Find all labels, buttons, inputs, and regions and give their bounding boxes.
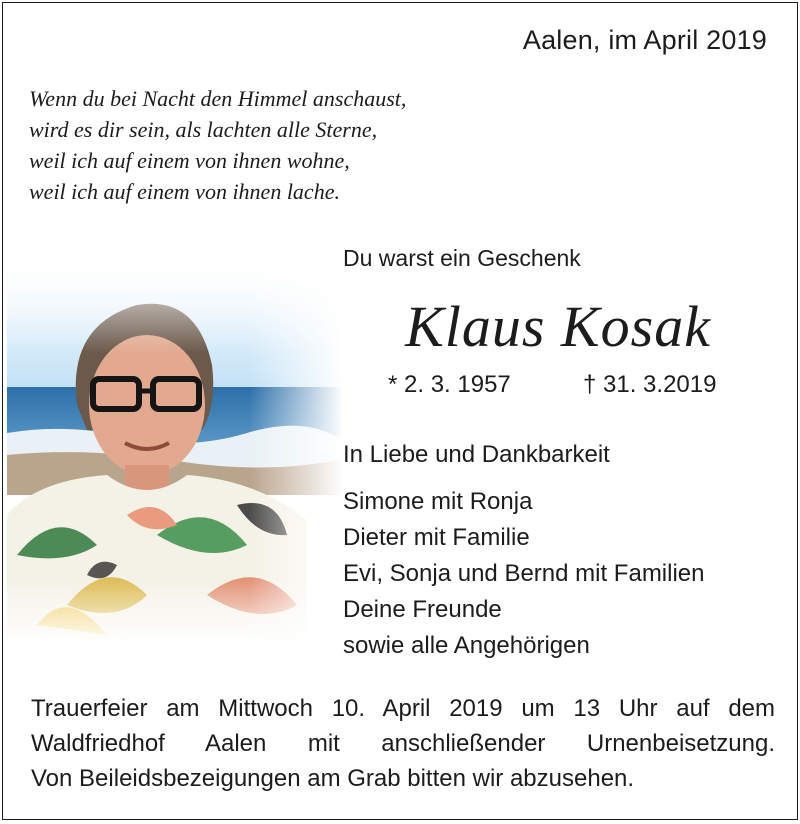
poem-line: weil ich auf einem von ihnen lache. [29,179,340,204]
poem-line: Wenn du bei Nacht den Himmel anschaust, [29,86,407,111]
poem-line: weil ich auf einem von ihnen wohne, [29,148,350,173]
place-date: Aalen, im April 2019 [522,25,767,55]
mourner-entry: sowie alle Angehörigen [343,632,590,659]
poem-line: wird es dir sein, als lachten alle Sterne, [29,117,378,142]
death-date: † 31. 3.2019 [583,371,717,398]
mourners-list [343,484,705,664]
portrait-photo [7,255,343,647]
deceased-name: Klaus Kosak [405,294,711,359]
mourners-heading: In Liebe und Dankbarkeit [343,441,610,468]
poem [29,83,406,207]
service-line: Von Beileidsbezeigungen am Grab bitten wir abzusehen. [31,765,635,792]
mourner-entry: Simone mit Ronja [343,488,533,515]
portrait-illustration [7,255,343,647]
service-line: Waldfriedhof Aalen mit anschließender Urnenbeisetzung. [31,730,775,757]
service-line: Trauerfeier am Mittwoch 10. April 2019 um 13 Uhr auf dem [31,695,775,722]
obituary-notice [2,2,798,820]
mourner-entry: Deine Freunde [343,596,502,623]
mourner-entry: Evi, Sonja und Bernd mit Familien [343,560,705,587]
intro-line: Du warst ein Geschenk [343,245,581,271]
service-information [31,691,775,796]
mourner-entry: Dieter mit Familie [343,524,530,551]
birth-date: * 2. 3. 1957 [388,371,511,398]
